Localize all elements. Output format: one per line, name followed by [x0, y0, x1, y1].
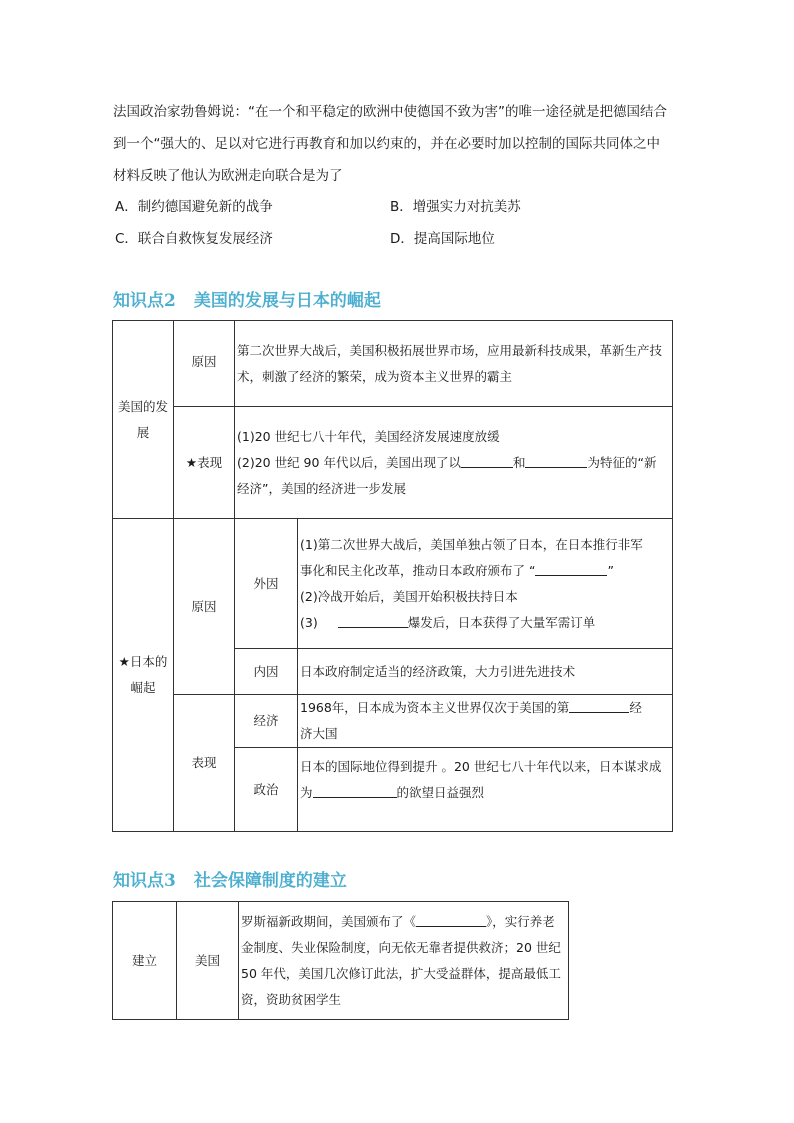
question-line-3: 材料反映了他认为欧洲走向联合是为了	[113, 168, 343, 184]
japan-politics-label: 政治	[235, 748, 298, 832]
question-line-2: 到一个“强大的、足以对它进行再教育和加以约束的，并在必要时加以控制的国际共同体之中	[113, 136, 660, 152]
section-2-table	[112, 320, 673, 832]
japan-performance-label: 表现	[174, 695, 235, 832]
japan-economy-text: 1968年，日本成为资本主义世界仅次于美国的第 经 济大国	[298, 695, 673, 748]
japan-rise-label: ★日本的 崛起	[113, 519, 174, 832]
fill-blank[interactable]	[416, 912, 486, 927]
us-label: 美国	[177, 902, 239, 1020]
section-3-title: 社会保障制度的建立	[193, 871, 347, 891]
section-2-number: 知识点2	[113, 291, 176, 311]
fill-blank[interactable]	[313, 783, 397, 798]
japan-cause-label: 原因	[174, 519, 235, 695]
us-development-label: 美国的发 展	[113, 321, 174, 519]
section-3-table	[112, 901, 569, 1020]
section-3-heading	[113, 866, 347, 891]
us-performance-text: (1)20 世纪七八十年代，美国经济发展速度放缓 (2)20 世纪 90 年代以后，美国出现了以 和 为特征的“新 经济”，美国的经济进一步发展	[235, 407, 673, 519]
option-a: A．制约德国避免新的战争	[115, 199, 273, 215]
fill-blank[interactable]	[525, 453, 587, 468]
us-performance-label: ★表现	[174, 407, 235, 519]
fill-blank[interactable]	[461, 453, 513, 468]
japan-internal-text: 日本政府制定适当的经济政策，大力引进先进技术	[298, 649, 673, 695]
section-3-number: 知识点3	[113, 871, 176, 891]
us-cause-text: 第二次世界大战后，美国积极拓展世界市场，应用最新科技成果，革新生产技 术，刺激了经济的繁荣，成为资本主义世界的霸主	[235, 321, 673, 407]
fill-blank[interactable]	[338, 613, 408, 628]
option-d: D．提高国际地位	[390, 231, 495, 247]
japan-politics-text: 日本的国际地位得到提升 。20 世纪七八十年代以来，日本谋求成 为 的欲望日益强烈	[298, 748, 673, 832]
japan-internal-label: 内因	[235, 649, 298, 695]
fill-blank[interactable]	[569, 698, 629, 713]
section-2-title: 美国的发展与日本的崛起	[193, 291, 381, 311]
option-c: C．联合自救恢复发展经济	[115, 231, 273, 247]
section-2-heading	[113, 286, 381, 311]
japan-economy-label: 经济	[235, 695, 298, 748]
establishment-label: 建立	[113, 902, 177, 1020]
question-line-1: 法国政治家勃鲁姆说：“在一个和平稳定的欧洲中使德国不致为害”的唯一途径就是把德国结合	[113, 104, 667, 120]
japan-external-text: (1)第二次世界大战后，美国单独占领了日本，在日本推行非军 事化和民主化改革，推动日本政府颁布了 “ ” (2)冷战开始后，美国开始积极扶持日本 (3) 爆发后，日本获得了大量军需订单	[298, 519, 673, 649]
us-cause-label: 原因	[174, 321, 235, 407]
social-security-text: 罗斯福新政期间，美国颁布了《 》，实行养老 金制度、失业保险制度，向无依无靠者提供救济；20 世纪 50 年代，美国几次修订此法，扩大受益群体，提高最低工 资，资助贫困学生	[239, 902, 569, 1020]
option-b: B．增强实力对抗美苏	[390, 199, 521, 215]
japan-external-label: 外因	[235, 519, 298, 649]
fill-blank[interactable]	[535, 561, 607, 576]
